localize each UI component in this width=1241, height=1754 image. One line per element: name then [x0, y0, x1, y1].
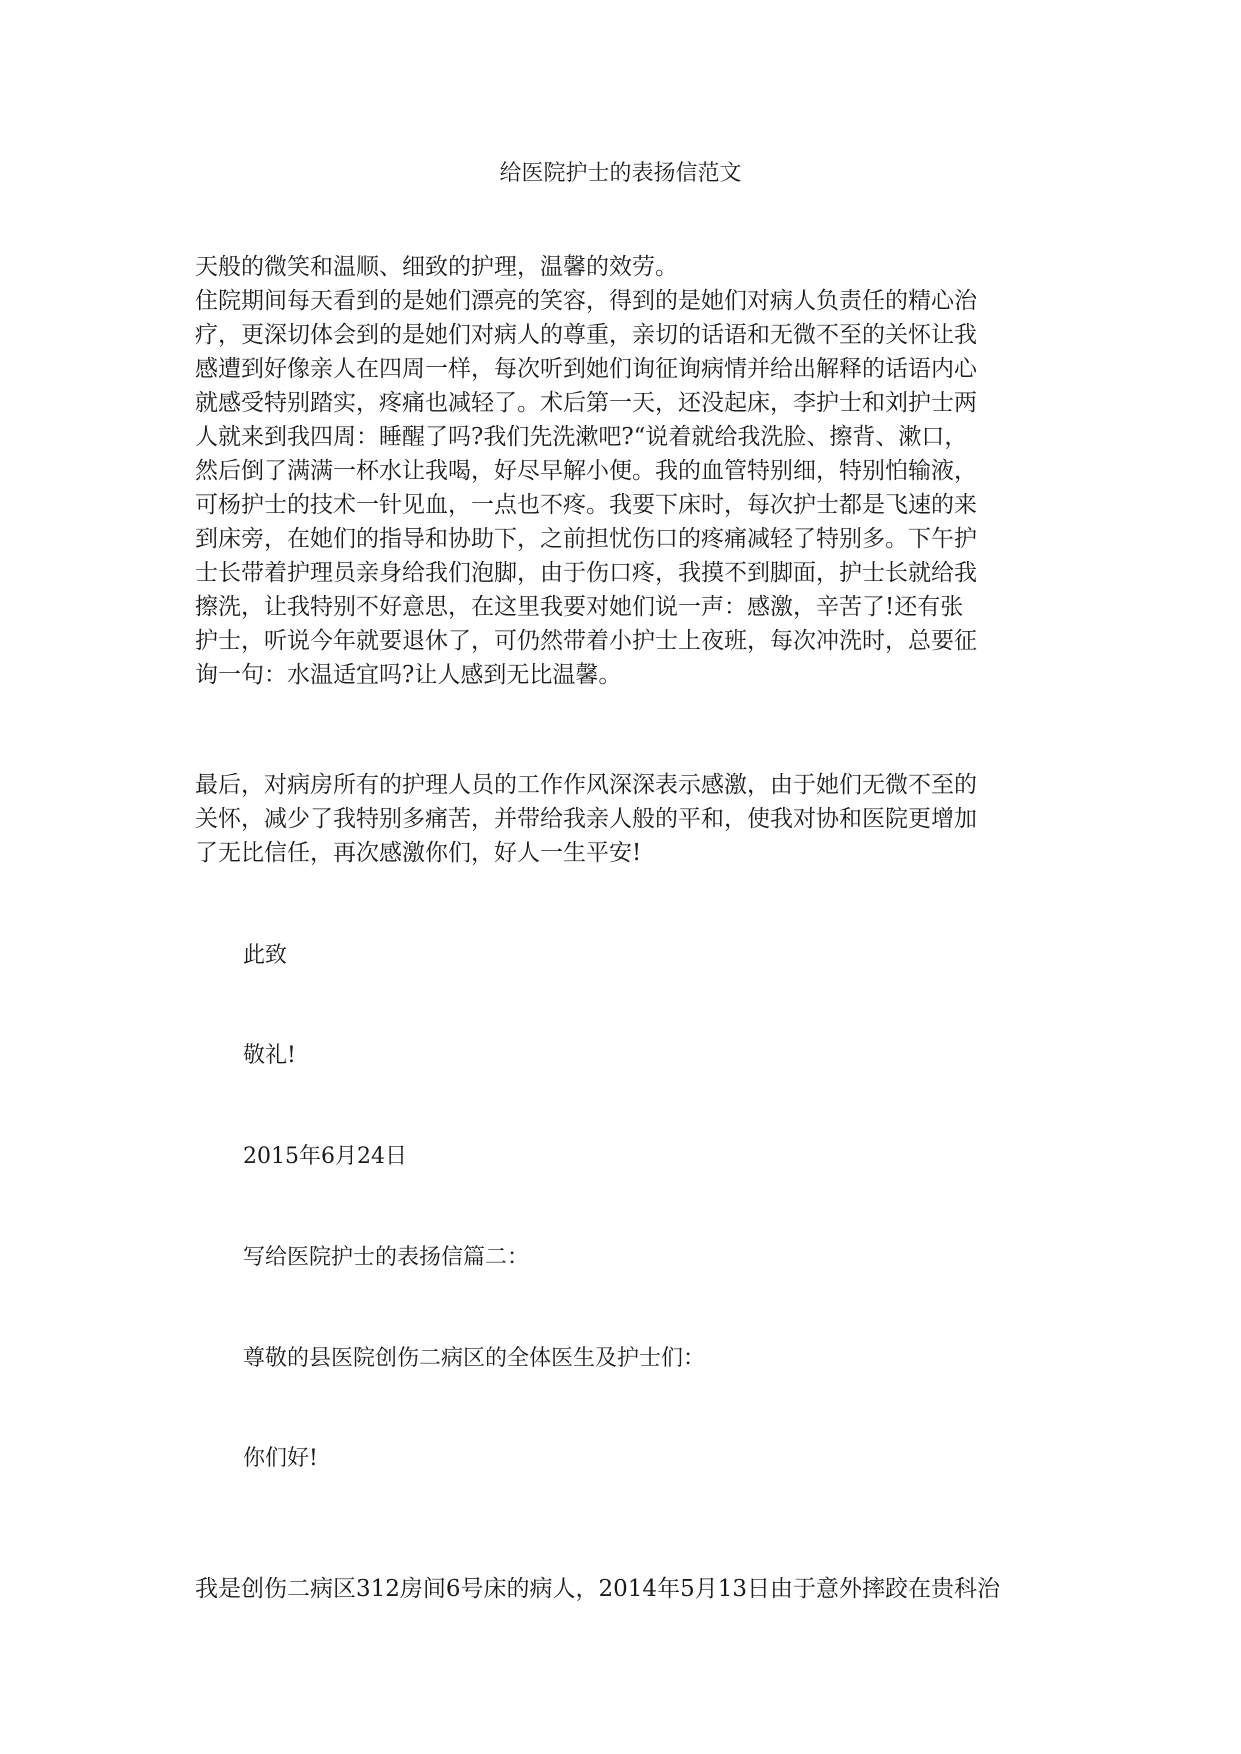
paragraph-line: 关怀，减少了我特别多痛苦，并带给我亲人般的平和，使我对协和医院更增加 [195, 806, 977, 832]
body-paragraph-2 [195, 768, 1055, 870]
paragraph-line: 我是创伤二病区312房间6号床的病人，2014年5月13日由于意外摔跤在贵科治 [195, 1576, 1000, 1602]
paragraph-line: 了无比信任，再次感激你们，好人一生平安! [195, 840, 642, 866]
paragraph-line: 可杨护士的技术一针见血，一点也不疼。我要下床时，每次护士都是飞速的来 [195, 492, 977, 518]
paragraph-line: 询一句：水温适宜吗?让人感到无比温馨。 [195, 662, 622, 688]
paragraph-line: 感遭到好像亲人在四周一样，每次听到她们询征询病情并给出解释的话语内心 [195, 356, 977, 382]
letter2-heading: 写给医院护士的表扬信篇二： [243, 1245, 530, 1270]
paragraph-line: 天般的微笑和温顺、细致的护理，温馨的效劳。 [195, 254, 678, 280]
body-paragraph-1 [195, 250, 1055, 692]
body-paragraph-3 [195, 1572, 1055, 1606]
paragraph-line: 住院期间每天看到的是她们漂亮的笑容，得到的是她们对病人负责任的精心治 [195, 288, 977, 314]
closing-jing-li: 敬礼! [243, 1043, 296, 1068]
paragraph-line: 士长带着护理员亲身给我们泡脚，由于伤口疼，我摸不到脚面，护士长就给我 [195, 560, 977, 586]
closing-ci-zhi: 此致 [243, 943, 288, 968]
paragraph-line: 疗，更深切体会到的是她们对病人的尊重，亲切的话语和无微不至的关怀让我 [195, 322, 977, 348]
letter2-salutation: 尊敬的县医院创伤二病区的全体医生及护士们： [243, 1346, 706, 1371]
paragraph-line: 然后倒了满满一杯水让我喝，好尽早解小便。我的血管特别细，特别怕输液， [195, 458, 977, 484]
paragraph-line: 最后，对病房所有的护理人员的工作作风深深表示感激，由于她们无微不至的 [195, 772, 977, 798]
letter-date: 2015年6月24日 [243, 1144, 407, 1169]
document-title: 给医院护士的表扬信范文 [499, 161, 742, 186]
paragraph-line: 人就来到我四周：睡醒了吗?我们先洗漱吧?“说着就给我洗脸、擦背、漱口， [195, 424, 968, 450]
paragraph-line: 就感受特别踏实，疼痛也减轻了。术后第一天，还没起床，李护士和刘护士两 [195, 390, 977, 416]
paragraph-line: 到床旁，在她们的指导和协助下，之前担忧伤口的疼痛减轻了特别多。下午护 [195, 526, 977, 552]
letter2-greeting: 你们好! [243, 1446, 318, 1471]
paragraph-line: 护士，听说今年就要退休了，可仍然带着小护士上夜班，每次冲洗时，总要征 [195, 628, 977, 654]
paragraph-line: 擦洗，让我特别不好意思，在这里我要对她们说一声：感激，辛苦了!还有张 [195, 594, 964, 620]
